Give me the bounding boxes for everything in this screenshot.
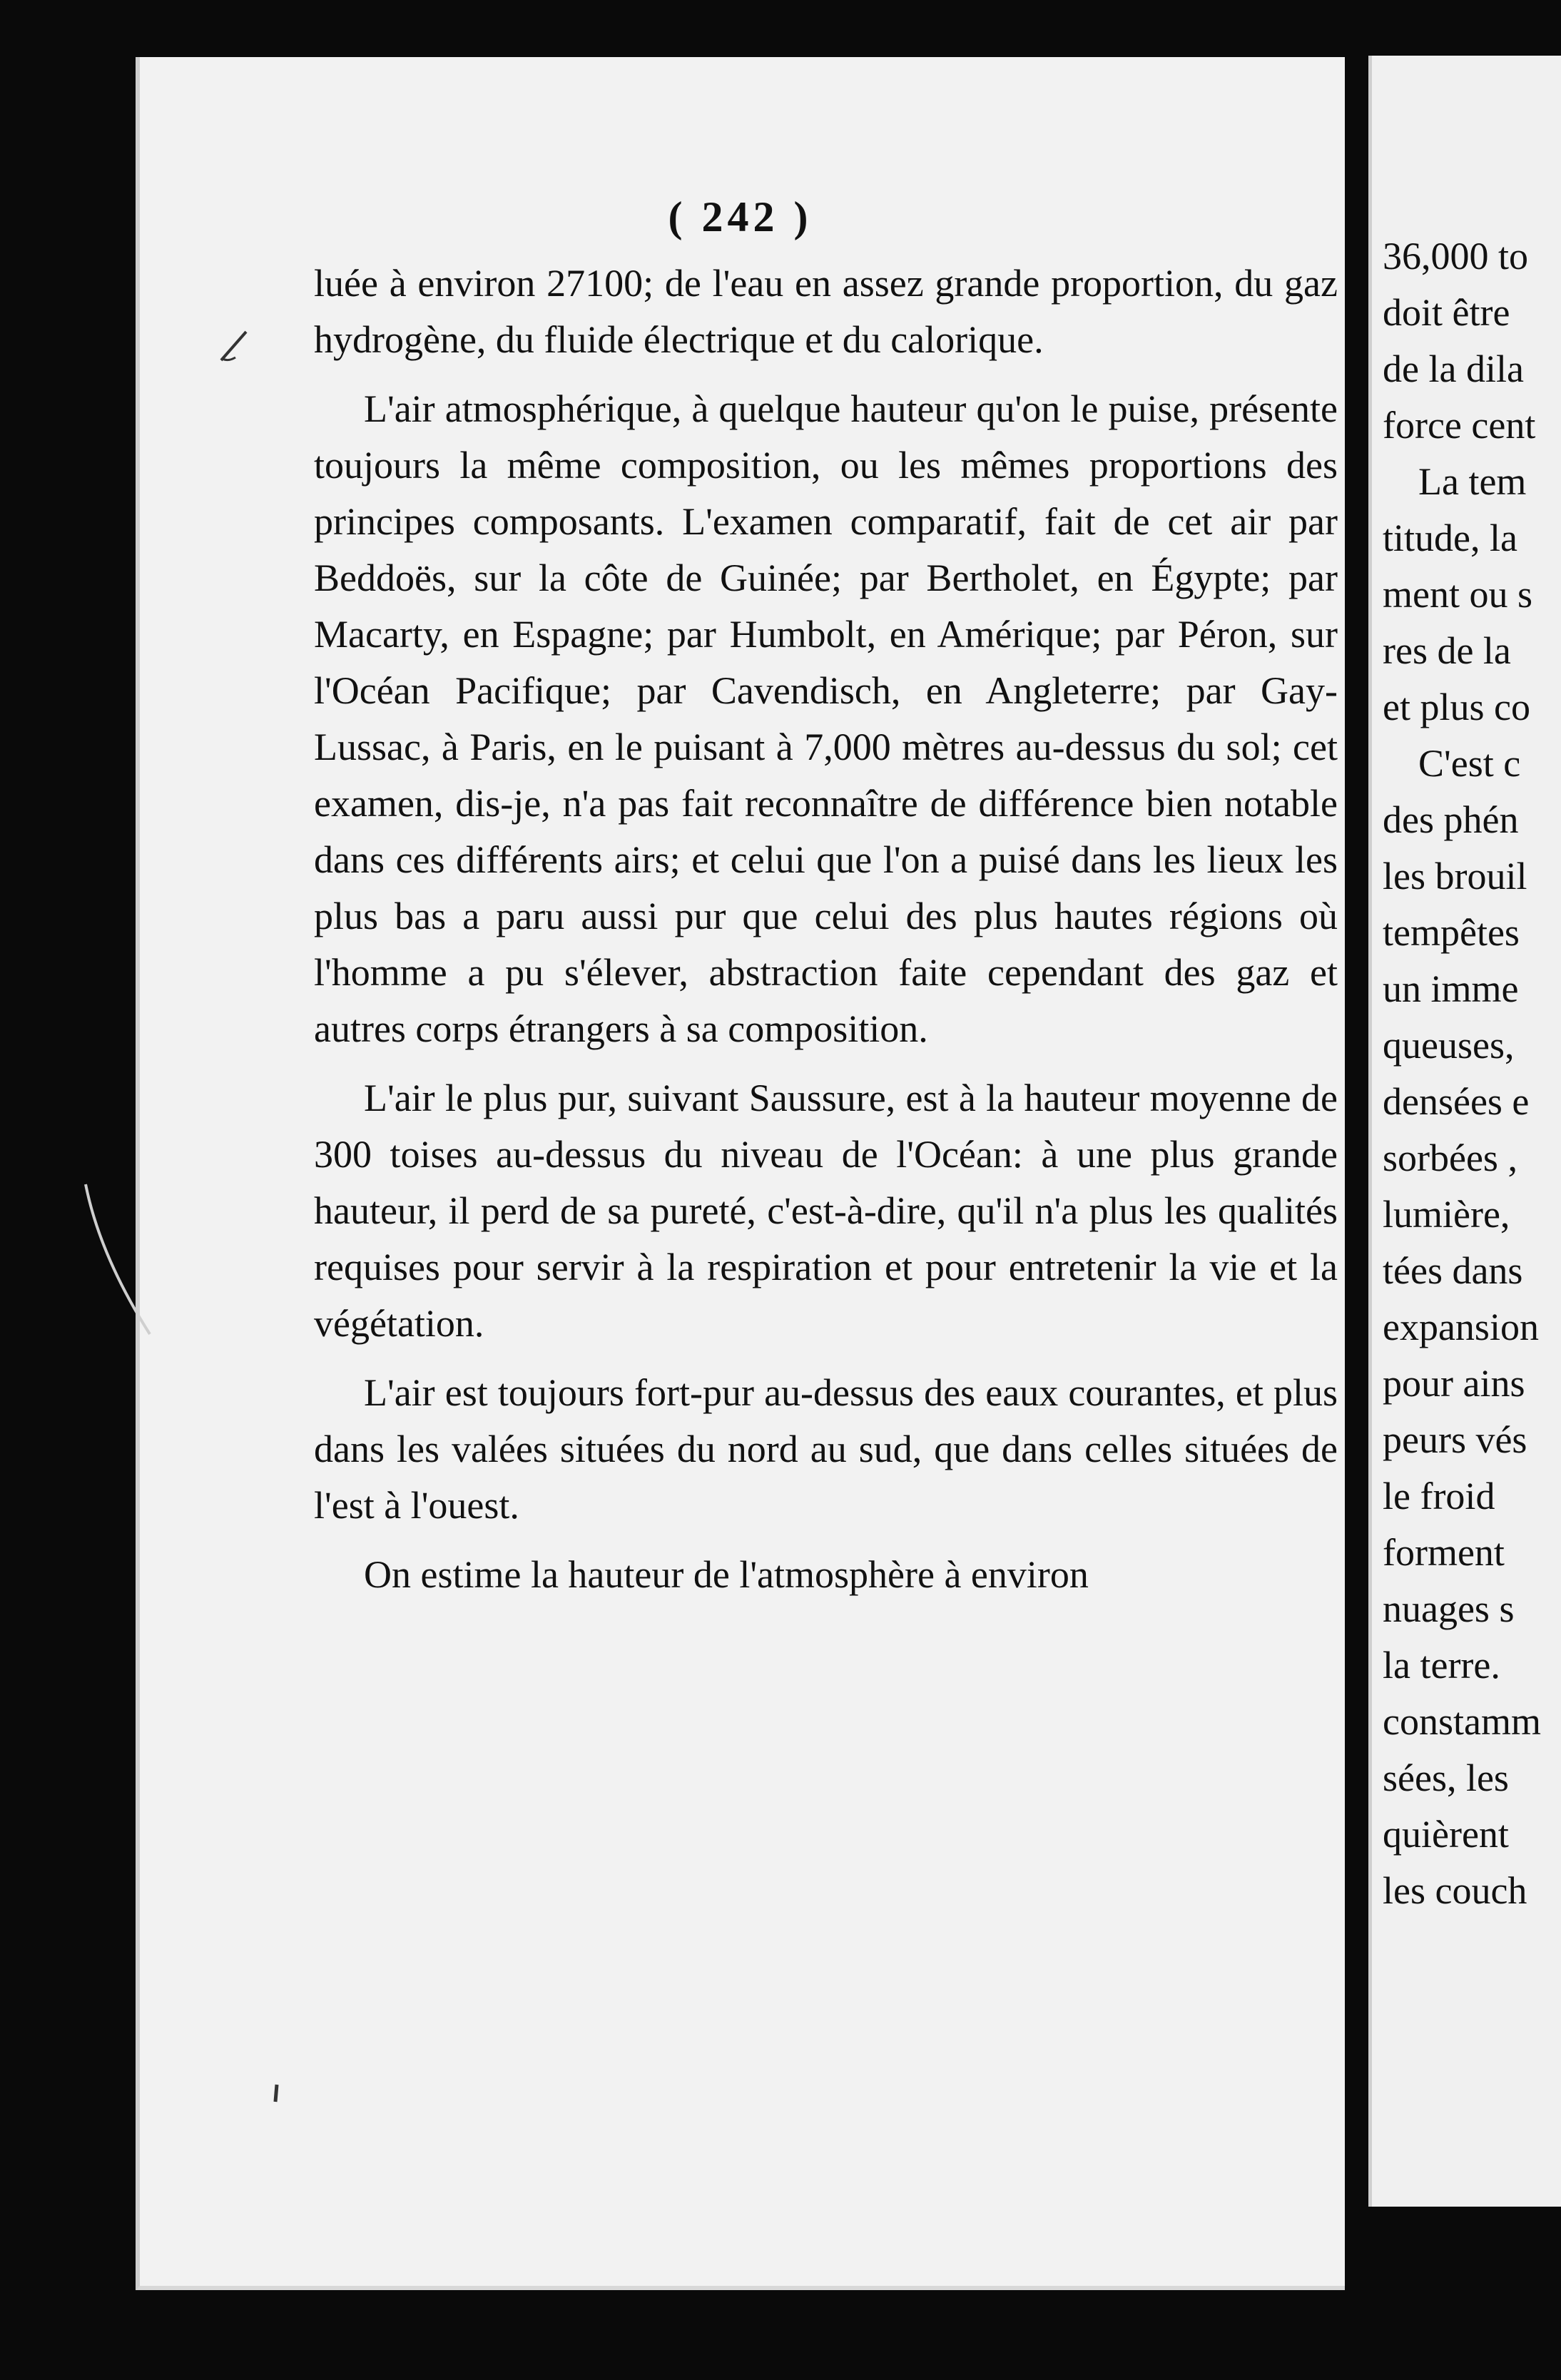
margin-ink-dot	[271, 2083, 285, 2105]
right-line: ment ou s	[1383, 573, 1532, 616]
right-line: peurs vés	[1383, 1418, 1527, 1461]
page-number: ( 242 )	[668, 193, 813, 240]
paragraph-2: L'air atmosphérique, à quelque hauteur qu'on le puise, présente toujours la même composition, ou les mêmes proportions des principes composants. L'examen comparatif, fait de cet air par Beddoës, sur la côte de Guinée; par Bertholet, en Égypte; par Macarty, en Espagne; par Humbolt, en Amérique; par Péron, sur l'Océan Pacifique; par Cavendisch, en Angleterre; par Gay-Lussac, à Paris, en le puisant à 7,000 mètres au-dessus du sol; cet examen, dis-je, n'a pas fait reconnaître de différence bien notable dans ces différents airs; et celui que l'on a puisé dans les lieux les plus bas a paru aussi pur que celui des plus hautes régions où l'homme a pu s'élever, abstraction faite cependant des gaz et autres corps étrangers à sa composition.	[314, 387, 1338, 1050]
right-line: pour ains	[1383, 1362, 1525, 1405]
right-line: La tem	[1418, 460, 1527, 503]
paragraph-4: L'air est toujours fort-pur au-dessus des eaux courantes, et plus dans les valées situées du nord au sud, que dans celles situées de l'est à l'ouest.	[314, 1371, 1338, 1527]
right-line: de la dila	[1383, 347, 1524, 390]
paragraph-5: On estime la hauteur de l'atmosphère à environ	[364, 1553, 1089, 1596]
right-line: la terre.	[1383, 1644, 1500, 1687]
left-page-text	[314, 255, 1338, 1616]
margin-pen-mark	[214, 325, 257, 367]
right-line: res de la	[1383, 629, 1511, 672]
right-line: nuages s	[1383, 1587, 1515, 1630]
right-line: tempêtes	[1383, 911, 1520, 954]
right-line: forment	[1383, 1531, 1505, 1574]
right-line: un imme	[1383, 967, 1519, 1010]
right-line: 36,000 to	[1383, 235, 1529, 278]
right-page-text	[1383, 228, 1561, 1919]
paragraph-3: L'air le plus pur, suivant Saussure, est à la hauteur moyenne de 300 toises au-dessus du niveau de l'Océan: à une plus grande hauteur, il perd de sa pureté, c'est-à-dire, qu'il n'a plus les qualités requises pour servir à la respiration et pour entretenir la vie et la végétation.	[314, 1077, 1338, 1345]
right-line: sorbées ,	[1383, 1136, 1517, 1179]
right-line: quièrent	[1383, 1813, 1509, 1856]
right-line: constamm	[1383, 1700, 1541, 1743]
right-line: queuses,	[1383, 1024, 1515, 1067]
right-line: lumière,	[1383, 1193, 1510, 1236]
right-line: densées e	[1383, 1080, 1530, 1123]
right-line: C'est c	[1418, 742, 1521, 785]
right-line: doit être	[1383, 291, 1510, 334]
right-line: des phén	[1383, 798, 1519, 841]
right-line: expansion	[1383, 1306, 1539, 1348]
right-line: les couch	[1383, 1869, 1527, 1912]
right-line: titude, la	[1383, 517, 1517, 559]
margin-pen-mark	[71, 1170, 157, 1341]
right-line: les brouil	[1383, 855, 1527, 897]
right-line: tées dans	[1383, 1249, 1523, 1292]
right-line: force cent	[1383, 404, 1536, 447]
right-line: sées, les	[1383, 1756, 1509, 1799]
right-line: le froid	[1383, 1475, 1495, 1517]
right-line: et plus co	[1383, 686, 1530, 728]
paragraph-1: luée à environ 27100; de l'eau en assez grande proportion, du gaz hydrogène, du fluide électrique et du calorique.	[314, 262, 1338, 361]
